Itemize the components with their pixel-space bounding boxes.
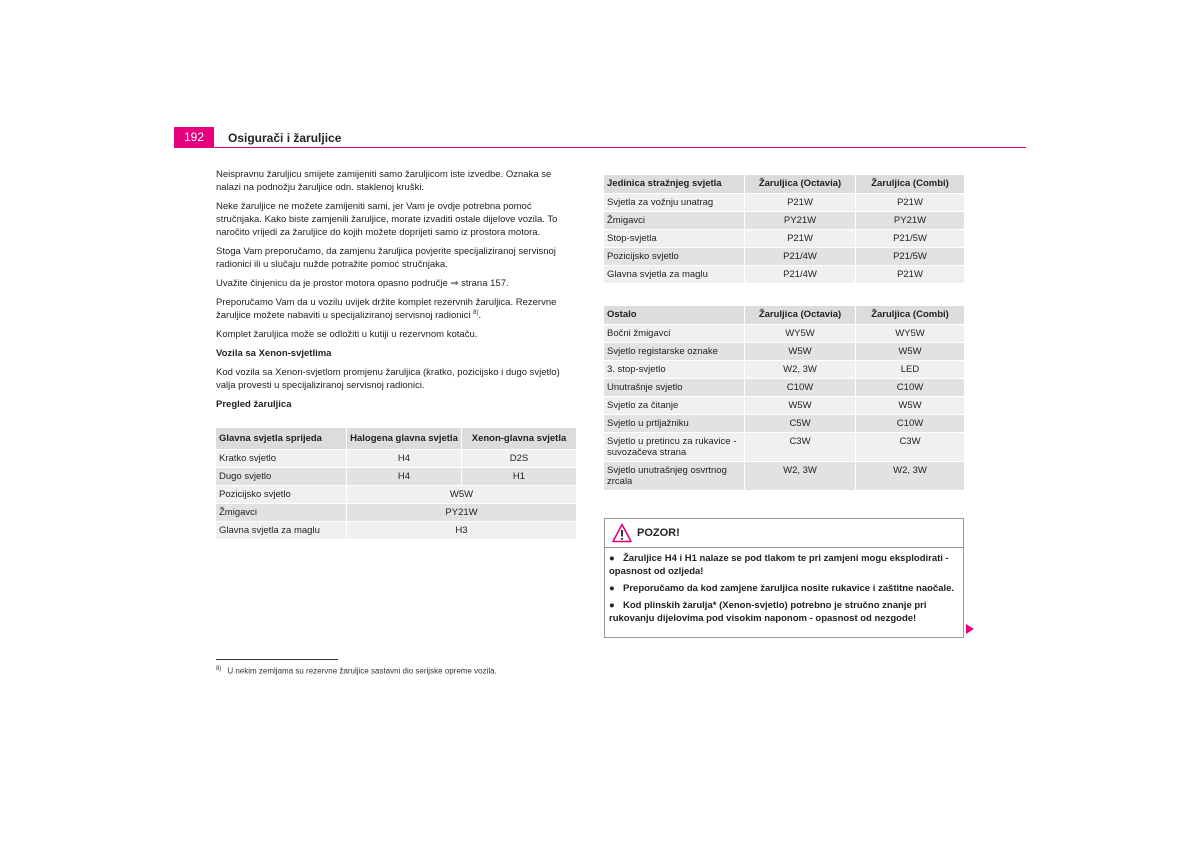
table-row: 3. stop-svjetlo W2, 3W LED bbox=[604, 361, 964, 379]
table-row: Svjetlo u prtljažniku C5W C10W bbox=[604, 415, 964, 433]
subheading-overview: Pregled žaruljica bbox=[216, 399, 292, 410]
rear-lights-table bbox=[604, 175, 964, 284]
table-header: Jedinica stražnjeg svjetla bbox=[604, 175, 744, 194]
paragraph: Preporučamo Vam da u vozilu uvijek držite komplet rezervnih žaruljica. Rezervne žaruljice možete nabaviti u specijaliziranoj servisnoj radionici $^{8)}$. bbox=[216, 297, 557, 321]
table-row: Kratko svjetlo H4 D2S bbox=[216, 450, 576, 468]
front-lights-table bbox=[216, 428, 576, 540]
warning-item: ● Žaruljice H4 i H1 nalaze se pod tlakom te pri zamjeni mogu eksplodirati - opasnost od ozljeda! bbox=[609, 553, 949, 577]
paragraph: Kod vozila sa Xenon-svjetlom promjenu žaruljica (kratko, pozicijsko i dugo svjetlo) valja provesti u specijaliziranoj servisnoj radionici. bbox=[216, 367, 560, 391]
table-header: Žaruljica (Combi) bbox=[855, 175, 964, 194]
table-header: Ostalo bbox=[604, 306, 744, 325]
table-header: Glavna svjetla sprijeda bbox=[216, 428, 346, 450]
table-row: Dugo svjetlo H4 H1 bbox=[216, 468, 576, 486]
warning-icon bbox=[612, 523, 632, 543]
warning-item: ● Kod plinskih žarulja* (Xenon-svjetlo) potrebno je stručno znanje pri rukovanju dijelovima pod visokim naponom - opasnost od nezgode! bbox=[609, 600, 927, 624]
table-row: Žmigavci PY21W PY21W bbox=[604, 212, 964, 230]
warning-list bbox=[605, 548, 963, 625]
page-number: 192 bbox=[174, 127, 214, 148]
table-row: Glavna svjetla za maglu P21/4W P21W bbox=[604, 266, 964, 284]
table-row: Unutrašnje svjetlo C10W C10W bbox=[604, 379, 964, 397]
footnote-rule bbox=[216, 659, 338, 660]
paragraph: Stoga Vam preporučamo, da zamjenu žaruljica povjerite specijaliziranoj servisnoj radionici ili u slučaju nužde potražite pomoć stručnjaka. bbox=[216, 246, 556, 270]
left-column bbox=[216, 168, 578, 417]
warning-box bbox=[604, 518, 964, 638]
table-header: Žaruljica (Octavia) bbox=[744, 306, 855, 325]
table-header: Žaruljica (Octavia) bbox=[744, 175, 855, 194]
table-row: Bočni žmigavci WY5W WY5W bbox=[604, 325, 964, 343]
arrow-icon: ⇒ bbox=[450, 278, 459, 289]
page-reference-link[interactable]: strana 157. bbox=[461, 278, 509, 289]
warning-item: ● Preporučamo da kod zamjene žaruljica nosite rukavice i zaštitne naočale. bbox=[609, 583, 955, 594]
table-row: Pozicijsko svjetlo W5W bbox=[216, 486, 576, 504]
paragraph: Neke žaruljice ne možete zamijeniti sami, jer Vam je ovdje potrebna pomoć stručnjaka. Kako biste zamjenili žaruljice, morate izvaditi ostale dijelove vozila. To naročito vrijedi za žaruljice do kojih možete doprijeti samo iz prostora motora. bbox=[216, 201, 558, 238]
paragraph: Neispravnu žaruljicu smijete zamijeniti samo žaruljicom iste izvedbe. Oznaka se nalazi na podnožju žaruljice odn. staklenoj kruški. bbox=[216, 169, 552, 193]
table-row: Glavna svjetla za maglu H3 bbox=[216, 522, 576, 540]
continue-arrow-icon bbox=[966, 624, 974, 634]
table-row: Svjetla za vožnju unatrag P21W P21W bbox=[604, 194, 964, 212]
header-rule bbox=[214, 147, 1026, 148]
table-row: Svjetlo registarske oznake W5W W5W bbox=[604, 343, 964, 361]
footnote-marker: 8) bbox=[216, 666, 222, 672]
other-lights-table bbox=[604, 306, 964, 491]
table-row: Svjetlo za čitanje W5W W5W bbox=[604, 397, 964, 415]
section-title: Osigurači i žaruljice bbox=[228, 131, 342, 145]
table-header: Xenon-glavna svjetla bbox=[461, 428, 576, 450]
warning-header bbox=[605, 519, 963, 548]
table-row: Svjetlo u pretincu za rukavice - suvozačeva strana C3W C3W bbox=[604, 433, 964, 462]
table-row: Žmigavci PY21W bbox=[216, 504, 576, 522]
paragraph: Uvažite činjenicu da je prostor motora opasno područje ⇒ strana 157. bbox=[216, 278, 509, 289]
footnote bbox=[216, 666, 497, 676]
paragraph: Komplet žaruljica može se odložiti u kutiji u rezervnom kotaču. bbox=[216, 329, 478, 340]
table-row: Stop-svjetla P21W P21/5W bbox=[604, 230, 964, 248]
footnote-marker: 8) bbox=[473, 309, 479, 316]
table-row: Pozicijsko svjetlo P21/4W P21/5W bbox=[604, 248, 964, 266]
footnote-text: U nekim zemljama su rezervne žaruljice sastavni dio serijske opreme vozila. bbox=[227, 666, 497, 676]
table-header: Halogena glavna svjetla bbox=[346, 428, 461, 450]
page-header bbox=[174, 127, 1026, 149]
table-row: Svjetlo unutrašnjeg osvrtnog zrcala W2, 3W W2, 3W bbox=[604, 462, 964, 491]
table-header: Žaruljica (Combi) bbox=[855, 306, 964, 325]
warning-title: POZOR! bbox=[637, 527, 680, 539]
subheading-xenon: Vozila sa Xenon-svjetlima bbox=[216, 348, 332, 359]
